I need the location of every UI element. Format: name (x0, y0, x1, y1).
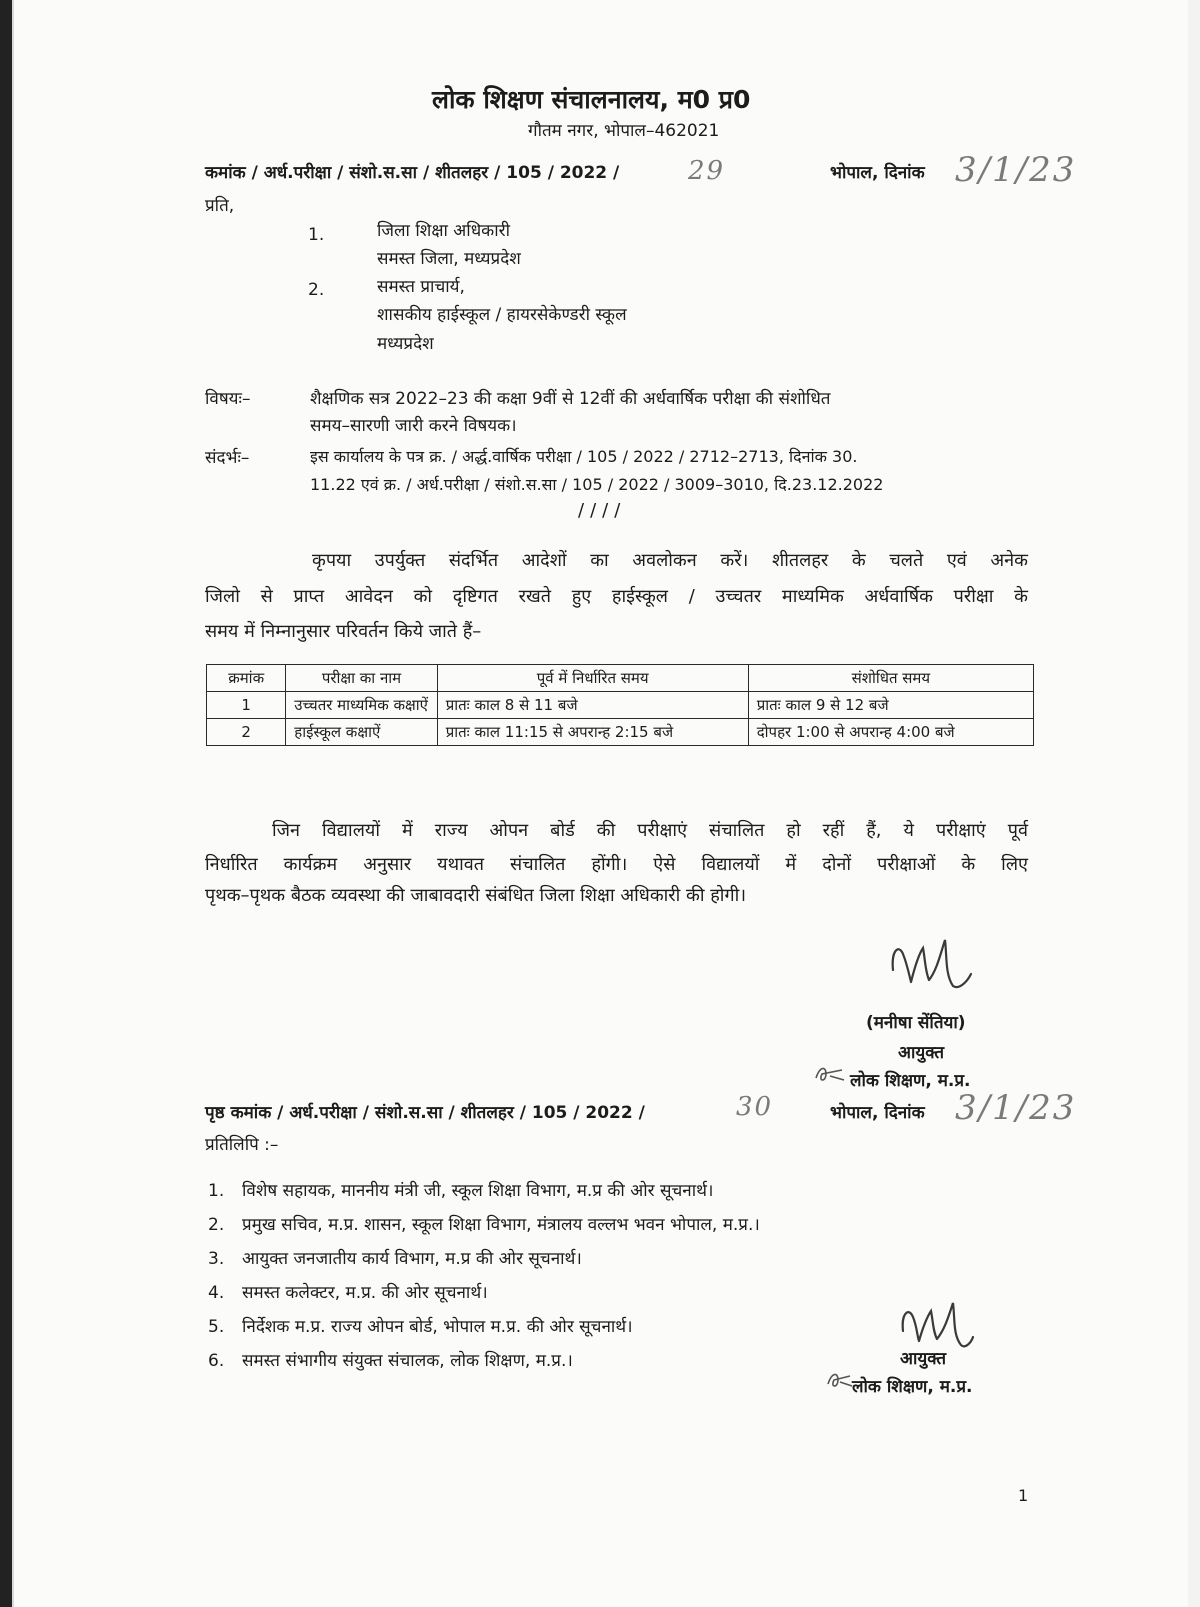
column-header-old-time: पूर्व में निर्धारित समय (437, 665, 748, 692)
signature-mark (885, 930, 975, 1000)
handwritten-endorsement-date: 3/1/23 (955, 1088, 1077, 1128)
recipient-number: 2. (308, 280, 325, 300)
list-item (208, 1344, 760, 1378)
list-item (208, 1310, 760, 1344)
letter-ref-number: कमांक / अर्ध.परीक्षा / संशो.स.सा / शीतलहर / 105 / 2022 / (205, 163, 620, 183)
list-item (208, 1276, 760, 1310)
initials-mark (824, 1368, 854, 1392)
table-row (207, 719, 1034, 746)
table-row (207, 692, 1034, 719)
list-item (208, 1174, 760, 1208)
reference-label: संदर्भः– (205, 448, 250, 468)
recipient-line: जिला शिक्षा अधिकारी (377, 221, 510, 241)
list-item (208, 1242, 760, 1276)
endorsement-signatory-dept: लोक शिक्षण, म.प्र. (852, 1377, 973, 1397)
exam-cell: हाईस्कूल कक्षाऐं (286, 719, 437, 746)
copy-list (208, 1174, 760, 1378)
revised-timetable (206, 664, 1034, 746)
paragraph-2-line: पृथक–पृथक बैठक व्यवस्था की जाबावदारी संबंधित जिला शिक्षा अधिकारी की होगी। (205, 885, 747, 906)
subject-label: विषयः– (205, 389, 251, 409)
signatory-dept: लोक शिक्षण, म.प्र. (850, 1071, 971, 1091)
handwritten-ref-number: 29 (688, 156, 726, 186)
separator-mark: //// (578, 500, 627, 521)
page-number: 1 (1018, 1486, 1029, 1505)
list-number: 6. (208, 1351, 225, 1371)
copy-to-label: प्रतिलिपि :– (205, 1135, 279, 1155)
list-text: विशेष सहायक, माननीय मंत्री जी, स्कूल शिक्षा विभाग, म.प्र की ओर सूचनार्थ। (242, 1181, 714, 1201)
serial-cell: 1 (207, 692, 286, 719)
to-label: प्रति, (205, 196, 235, 216)
handwritten-date: 3/1/23 (955, 150, 1077, 190)
list-text: आयुक्त जनजातीय कार्य विभाग, म.प्र की ओर सूचनार्थ। (242, 1249, 582, 1269)
paragraph-1-line: समय में निम्नानुसार परिवर्तन किये जाते हैं– (205, 621, 482, 642)
list-number: 5. (208, 1317, 225, 1337)
list-number: 4. (208, 1283, 225, 1303)
paragraph-1-line: कृपया उपर्युक्त संदर्भित आदेशों का अवलोकन करें। शीतलहर के चलते एवं अनेक (312, 550, 1028, 571)
subject-line: समय–सारणी जारी करने विषयक। (310, 416, 517, 436)
new-time-cell: दोपहर 1:00 से अपरान्ह 4:00 बजे (748, 719, 1033, 746)
endorsement-ref-number: पृष्ठ कमांक / अर्ध.परीक्षा / संशो.स.सा / शीतलहर / 105 / 2022 / (205, 1103, 645, 1123)
initials-mark (812, 1062, 848, 1086)
exam-cell: उच्चतर माध्यमिक कक्षाऐं (286, 692, 437, 719)
list-text: समस्त कलेक्टर, म.प्र. की ओर सूचनार्थ। (242, 1283, 488, 1303)
column-header-new-time: संशोधित समय (748, 665, 1033, 692)
table-header-row (207, 665, 1034, 692)
paragraph-1-line: जिलो से प्राप्त आवेदन को दृष्टिगत रखते हुए हाईस्कूल / उच्चतर माध्यमिक अर्धवार्षिक परीक्षा के (205, 586, 1028, 607)
recipient-line: शासकीय हाईस्कूल / हायरसेकेण्डरी स्कूल (377, 305, 627, 325)
old-time-cell: प्रातः काल 11:15 से अपरान्ह 2:15 बजे (437, 719, 748, 746)
recipient-line: समस्त प्राचार्य, (377, 277, 465, 297)
office-title: लोक शिक्षण संचालनालय, म0 प्र0 (432, 85, 751, 114)
endorsement-place-date-label: भोपाल, दिनांक (830, 1103, 925, 1123)
recipient-number: 1. (308, 225, 325, 245)
paragraph-2-line: जिन विद्यालयों में राज्य ओपन बोर्ड की परीक्षाएं संचालित हो रहीं हैं, ये परीक्षाएं पूर्व (272, 820, 1028, 841)
recipient-line: मध्यप्रदेश (377, 334, 434, 354)
subject-line: शैक्षणिक सत्र 2022–23 की कक्षा 9वीं से 12वीं की अर्धवार्षिक परीक्षा की संशोधित (310, 389, 831, 409)
list-text: निर्देशक म.प्र. राज्य ओपन बोर्ड, भोपाल म.प्र. की ओर सूचनार्थ। (242, 1317, 633, 1337)
office-address: गौतम नगर, भोपाल–462021 (528, 121, 720, 141)
signatory-name: (मनीषा सेंतिया) (866, 1013, 966, 1033)
list-number: 1. (208, 1181, 225, 1201)
new-time-cell: प्रातः काल 9 से 12 बजे (748, 692, 1033, 719)
list-text: प्रमुख सचिव, म.प्र. शासन, स्कूल शिक्षा विभाग, मंत्रालय वल्लभ भवन भोपाल, म.प्र.। (242, 1215, 760, 1235)
list-number: 3. (208, 1249, 225, 1269)
paragraph-2-line: निर्धारित कार्यक्रम अनुसार यथावत संचालित होंगी। ऐसे विद्यालयों में दोनों परीक्षाओं के लिए (205, 854, 1028, 875)
signatory-title: आयुक्त (898, 1043, 945, 1063)
letter-place-date-label: भोपाल, दिनांक (830, 163, 925, 183)
column-header-exam: परीक्षा का नाम (286, 665, 437, 692)
list-item (208, 1208, 760, 1242)
old-time-cell: प्रातः काल 8 से 11 बजे (437, 692, 748, 719)
list-text: समस्त संभागीय संयुक्त संचालक, लोक शिक्षण, म.प्र.। (242, 1351, 573, 1371)
scan-edge (0, 0, 12, 1607)
endorsement-signatory-title: आयुक्त (900, 1349, 947, 1369)
serial-cell: 2 (207, 719, 286, 746)
reference-line: 11.22 एवं क्र. / अर्ध.परीक्षा / संशो.स.सा / 105 / 2022 / 3009–3010, दि.23.12.2022 (310, 475, 884, 494)
list-number: 2. (208, 1215, 225, 1235)
column-header-serial: क्रमांक (207, 665, 286, 692)
recipient-line: समस्त जिला, मध्यप्रदेश (377, 249, 521, 269)
handwritten-endorsement-number: 30 (736, 1092, 774, 1122)
reference-line: इस कार्यालय के पत्र क्र. / अर्द्ध.वार्षिक परीक्षा / 105 / 2022 / 2712–2713, दिनांक 30. (310, 447, 858, 466)
